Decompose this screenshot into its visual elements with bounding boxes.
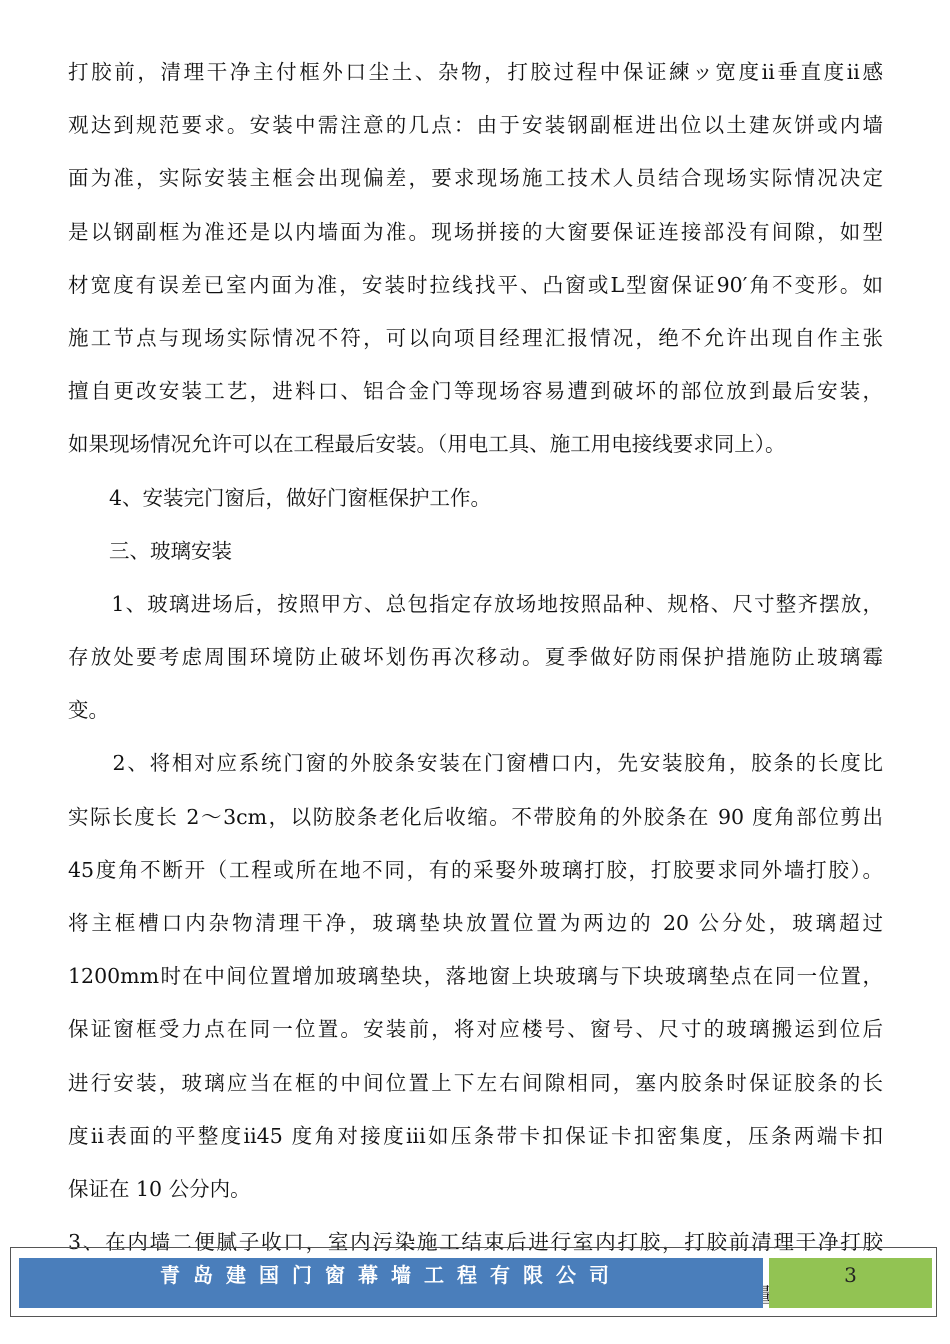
footer-page-number: 3	[769, 1258, 932, 1308]
text-line: 度ii表面的平整度ii45 度角对接度iii如压条带卡扣保证卡扣密集度，压条两端卡扣	[68, 1123, 883, 1148]
text-line: 实际长度长 2～3cm，以防胶条老化后收缩。不带胶角的外胶条在 90 度角部位剪出	[68, 804, 883, 829]
text-line: 面为准，实际安装主框会出现偏差，要求现场施工技术人员结合现场实际情况决定	[68, 166, 883, 191]
text-line: 保证在 10 公分内。	[68, 1176, 251, 1201]
text-line: 材宽度有误差已室内面为准，安装时拉线找平、凸窗或L型窗保证90′角不变形。如	[68, 272, 883, 297]
text-line: 保证窗框受力点在同一位置。安装前，将对应楼号、窗号、尺寸的玻璃搬运到位后	[68, 1017, 883, 1042]
text-line: 是以钢副框为准还是以内墙面为准。现场拼接的大窗要保证连接部没有间隙，如型	[68, 219, 883, 244]
text-line: 1200mm时在中间位置增加玻璃垫块，落地窗上块玻璃与下块玻璃垫点在同一位置，	[68, 964, 883, 989]
text-line: 存放处要考虑周围环境防止破坏划伤再次移动。夏季做好防雨保护措施防止玻璃霉	[68, 645, 883, 670]
text-line: 4、安装完门窗后，做好门窗框保护工作。	[68, 485, 492, 510]
text-line: 观达到规范要求。安装中需注意的几点：由于安装钢副框进出位以土建灰饼或内墙	[68, 113, 883, 138]
text-line: 擅自更改安装工艺，进料口、铝合金门等现场容易遭到破坏的部位放到最后安装，	[68, 379, 883, 404]
text-line: 45度角不断开（工程或所在地不同，有的采娶外玻璃打胶，打胶要求同外墙打胶）。	[68, 857, 883, 882]
page-body	[68, 46, 883, 1323]
text-line: 2、将相对应系统门窗的外胶条安装在门窗槽口内，先安装胶角，胶条的长度比	[68, 751, 883, 776]
section-heading: 三、玻璃安装	[68, 538, 232, 563]
text-line: 打胶前，清理干净主付框外口尘土、杂物，打胶过程中保证練ッ宽度ii垂直度ii感	[68, 60, 883, 84]
text-line: 变。	[68, 698, 109, 723]
text-line: 如果现场情况允许可以在工程最后安装。（用电工具、施工用电接线要求同上）。	[68, 432, 786, 457]
text-line: 进行安装，玻璃应当在框的中间位置上下左右间隙相同，塞内胶条时保证胶条的长	[68, 1070, 883, 1095]
text-line: 1、玻璃进场后，按照甲方、总包指定存放场地按照品种、规格、尺寸整齐摆放，	[68, 591, 883, 616]
text-line: 施工节点与现场实际情况不符，可以向项目经理汇报情况，绝不允许出现自作主张	[68, 325, 883, 350]
text-line: 3、在内墙二便腻子收口，室内污染施工结束后进行室内打胶，打胶前清理干净打胶	[68, 1230, 883, 1255]
footer-company-name: 青岛建国门窗幕墙工程有限公司	[19, 1258, 763, 1308]
text-line: 将主框槽口内杂物清理干净，玻璃垫块放置位置为两边的 20 公分处，玻璃超过	[68, 911, 883, 935]
